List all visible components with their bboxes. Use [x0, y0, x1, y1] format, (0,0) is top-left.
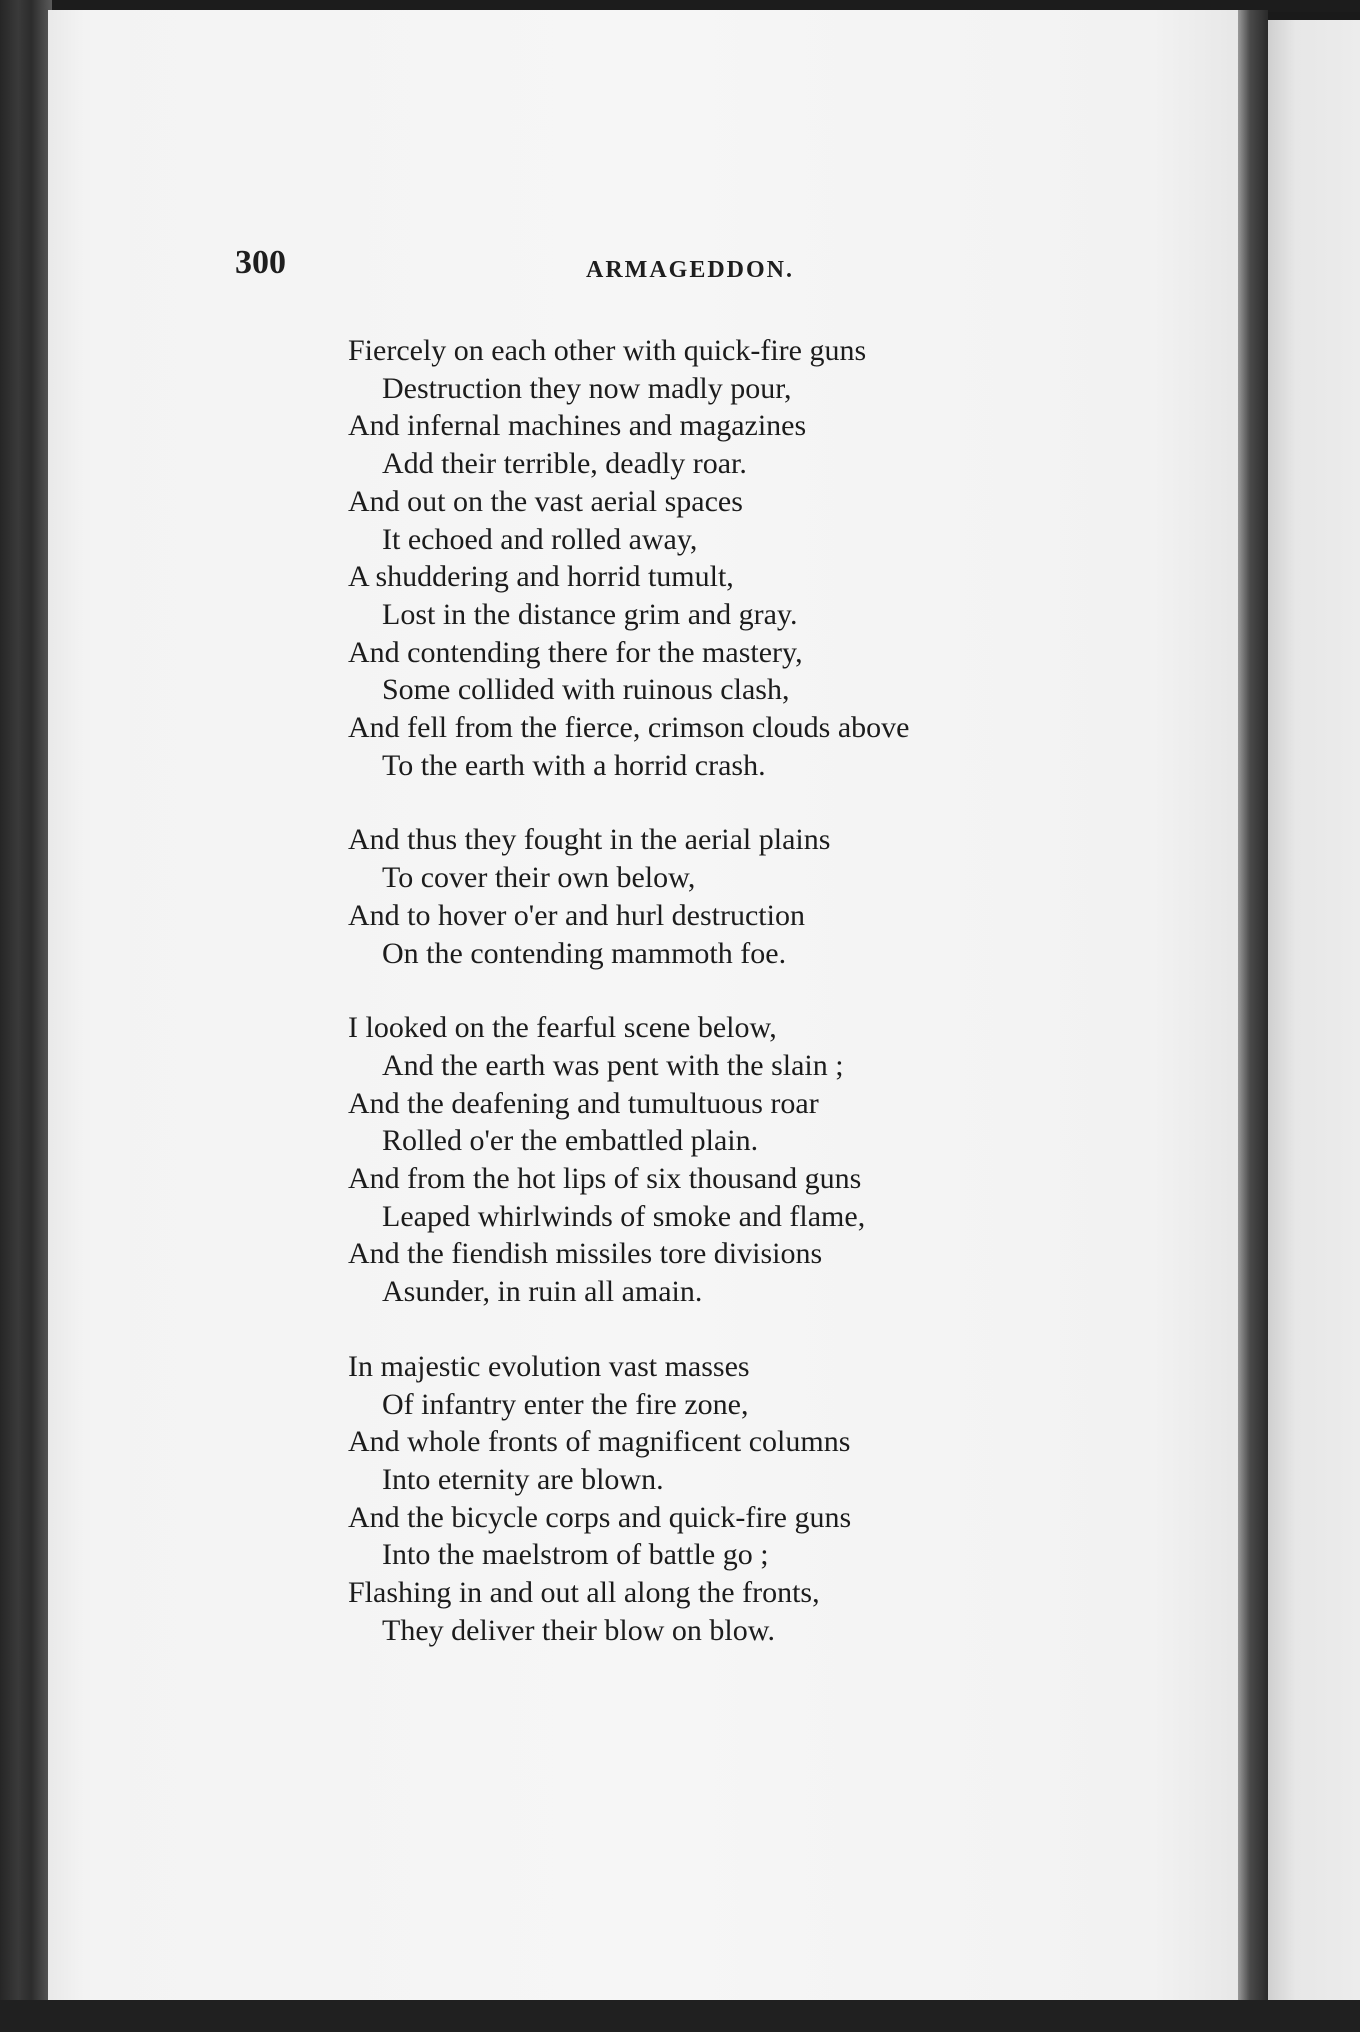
poem-line: And to hover o'er and hurl destruction — [348, 898, 805, 932]
book-binding-edge — [0, 0, 52, 2032]
poem-line: And the deafening and tumultuous roar — [348, 1086, 819, 1120]
poem-line: Destruction they now madly pour, — [382, 371, 792, 405]
poem-line: And whole fronts of magnificent columns — [348, 1425, 851, 1459]
poem-line: In majestic evolution vast masses — [348, 1349, 750, 1383]
stanza — [348, 1348, 1068, 1650]
poem-line: And contending there for the mastery, — [348, 635, 803, 669]
poem-line: Into eternity are blown. — [382, 1462, 664, 1496]
poem-line: To cover their own below, — [382, 861, 696, 895]
poem-line: A shuddering and horrid tumult, — [348, 560, 734, 594]
poem-line: Fiercely on each other with quick-fire guns — [348, 334, 867, 367]
poem-line: And the bicycle corps and quick-fire guns — [348, 1500, 852, 1534]
stanza — [348, 1009, 1068, 1311]
poem-line: Lost in the distance grim and gray. — [382, 597, 798, 631]
poem-line: It echoed and rolled away, — [382, 522, 698, 556]
poem-line: And fell from the fierce, crimson clouds above — [348, 711, 910, 745]
poem-line: Add their terrible, deadly roar. — [382, 447, 747, 481]
poem-body — [348, 332, 1068, 1650]
poem-line: They deliver their blow on blow. — [382, 1613, 775, 1647]
running-title: ARMAGEDDON. — [586, 257, 794, 283]
facing-page-edge — [1268, 20, 1360, 2010]
poem-line: Leaped whirlwinds of smoke and flame, — [382, 1199, 866, 1233]
scan-bottom-edge — [0, 2000, 1360, 2032]
poem-line: On the contending mammoth foe. — [382, 936, 787, 970]
poem-line: And infernal machines and magazines — [348, 409, 807, 443]
poem-line: Of infantry enter the fire zone, — [382, 1387, 749, 1421]
poem-line: Some collided with ruinous clash, — [382, 673, 790, 707]
poem-line: Asunder, in ruin all amain. — [382, 1275, 703, 1309]
stanza — [348, 821, 1068, 972]
stanza — [348, 332, 1068, 784]
page-gutter-shadow — [1238, 10, 1268, 2010]
poem-line: Flashing in and out all along the fronts, — [348, 1576, 820, 1610]
poem-line: To the earth with a horrid crash. — [382, 748, 766, 782]
poem-line: I looked on the fearful scene below, — [348, 1011, 777, 1045]
poem-line: Into the maelstrom of battle go ; — [382, 1538, 769, 1572]
poem-line: And from the hot lips of six thousand guns — [348, 1162, 862, 1196]
poem-line: And the earth was pent with the slain ; — [382, 1048, 844, 1082]
poem-line: And out on the vast aerial spaces — [348, 484, 743, 518]
poem-line: And the fiendish missiles tore divisions — [348, 1237, 823, 1271]
page-number: 300 — [235, 244, 286, 281]
poem-line: Rolled o'er the embattled plain. — [382, 1124, 759, 1158]
poem-line: And thus they fought in the aerial plains — [348, 823, 831, 857]
